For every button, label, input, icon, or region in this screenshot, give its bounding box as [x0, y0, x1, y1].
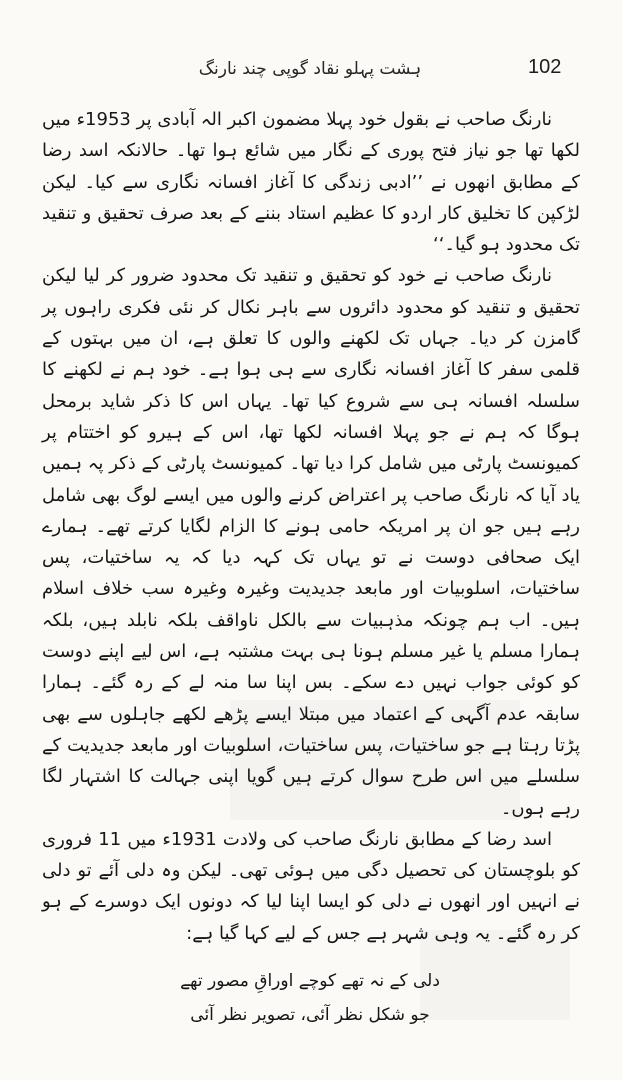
- page-number: 102: [528, 56, 562, 78]
- running-title: ہشت پہلو نقاد گوپی چند نارنگ: [198, 59, 422, 79]
- verse-line-2: جو شکل نظر آئی، تصویر نظر آئی: [190, 1005, 430, 1025]
- verse-line-1: دلی کے نہ تھے کوچے اوراقِ مصور تھے: [180, 971, 440, 991]
- verse-couplet: [120, 964, 500, 1032]
- paragraph-3: اسد رضا کے مطابق نارنگ صاحب کی ولادت 1931ء میں 11 فروری کو بلوچستان کی تحصیل دگی میں ہوئی تھی۔ لیکن وہ دلی آئے تو دلی نے انہیں اور انھوں نے دلی کو ایسا اپنا لیا کہ دونوں ایک دوسرے کے ہو کر رہ گئے۔ یہ وہی شہر ہے جس کے لیے کہا گیا ہے:: [42, 828, 580, 944]
- main-text: [42, 104, 580, 949]
- paragraph-2: نارنگ صاحب نے خود کو تحقیق و تنقید تک محدود ضرور کر لیا لیکن تحقیق و تنقید کو محدود دائروں سے باہر نکال کر نئی فکری راہوں پر گامزن کر دیا۔ جہاں تک لکھنے والوں کا تعلق ہے، ان میں بہتوں کے قلمی سفر کا آغاز افسانہ نگاری سے ہی ہوا ہے۔ خود ہم نے لکھنے کا سلسلہ افسانہ ہی سے شروع کیا تھا۔ یہاں اس کا ذکر شاید برمحل ہوگا کہ ہم نے جو پہلا افسانہ لکھا تھا، اس کے ہیرو کو اختتام پر کمیونسٹ پارٹی میں شامل کرا دیا تھا۔ کمیونسٹ پارٹی کے ذکر پہ ہمیں یاد آیا کہ نارنگ صاحب پر اعتراض کرنے والوں میں ایسے لوگ بھی شامل رہے ہیں جو ان پر امریکہ حامی ہونے کا الزام لگایا کرتے تھے۔ ہمارے ایک صحافی دوست نے تو یہاں تک کہہ دیا کہ یہ ساختیات، پس ساختیات، اسلوبیات اور مابعد جدیدیت وغیرہ وغیرہ سب خلاف اسلام ہیں۔ اب ہم چونکہ مذہبیات سے بالکل ناواقف بلکہ نابلد ہیں، بلکہ ہمارا مسلم یا غیر مسلم ہونا ہی بہت مشتبہ ہے، اس لیے اپنے دوست کو کوئی جواب نہیں دے سکے۔ بس اپنا سا منہ لے کے رہ گئے۔ ہمارا سابقہ عدم آگہی کے اعتماد میں مبتلا ایسے پڑھے لکھے جاہلوں سے بھی پڑتا رہتا ہے جو ساختیات، پس ساختیات، اسلوبیات اور مابعد جدیدیت کے سلسلے میں اس طرح سوال کرتے ہیں گویا اپنی جہالت کا اشتہار لگا رہے ہوں۔: [42, 265, 580, 819]
- paragraph-1: نارنگ صاحب نے بقول خود پہلا مضمون اکبر الہ آبادی پر 1953ء میں لکھا تھا جو نیاز فتح پوری کے نگار میں شائع ہوا تھا۔ حالانکہ اسد رضا کے مطابق انھوں نے ’’ادبی زندگی کا آغاز افسانہ نگاری سے کیا۔ لیکن لڑکپن کا تخلیق کار اردو کا عظیم استاد بننے کے بعد صرف تحقیق و تنقید تک محدود ہو گیا۔‘‘: [42, 109, 580, 256]
